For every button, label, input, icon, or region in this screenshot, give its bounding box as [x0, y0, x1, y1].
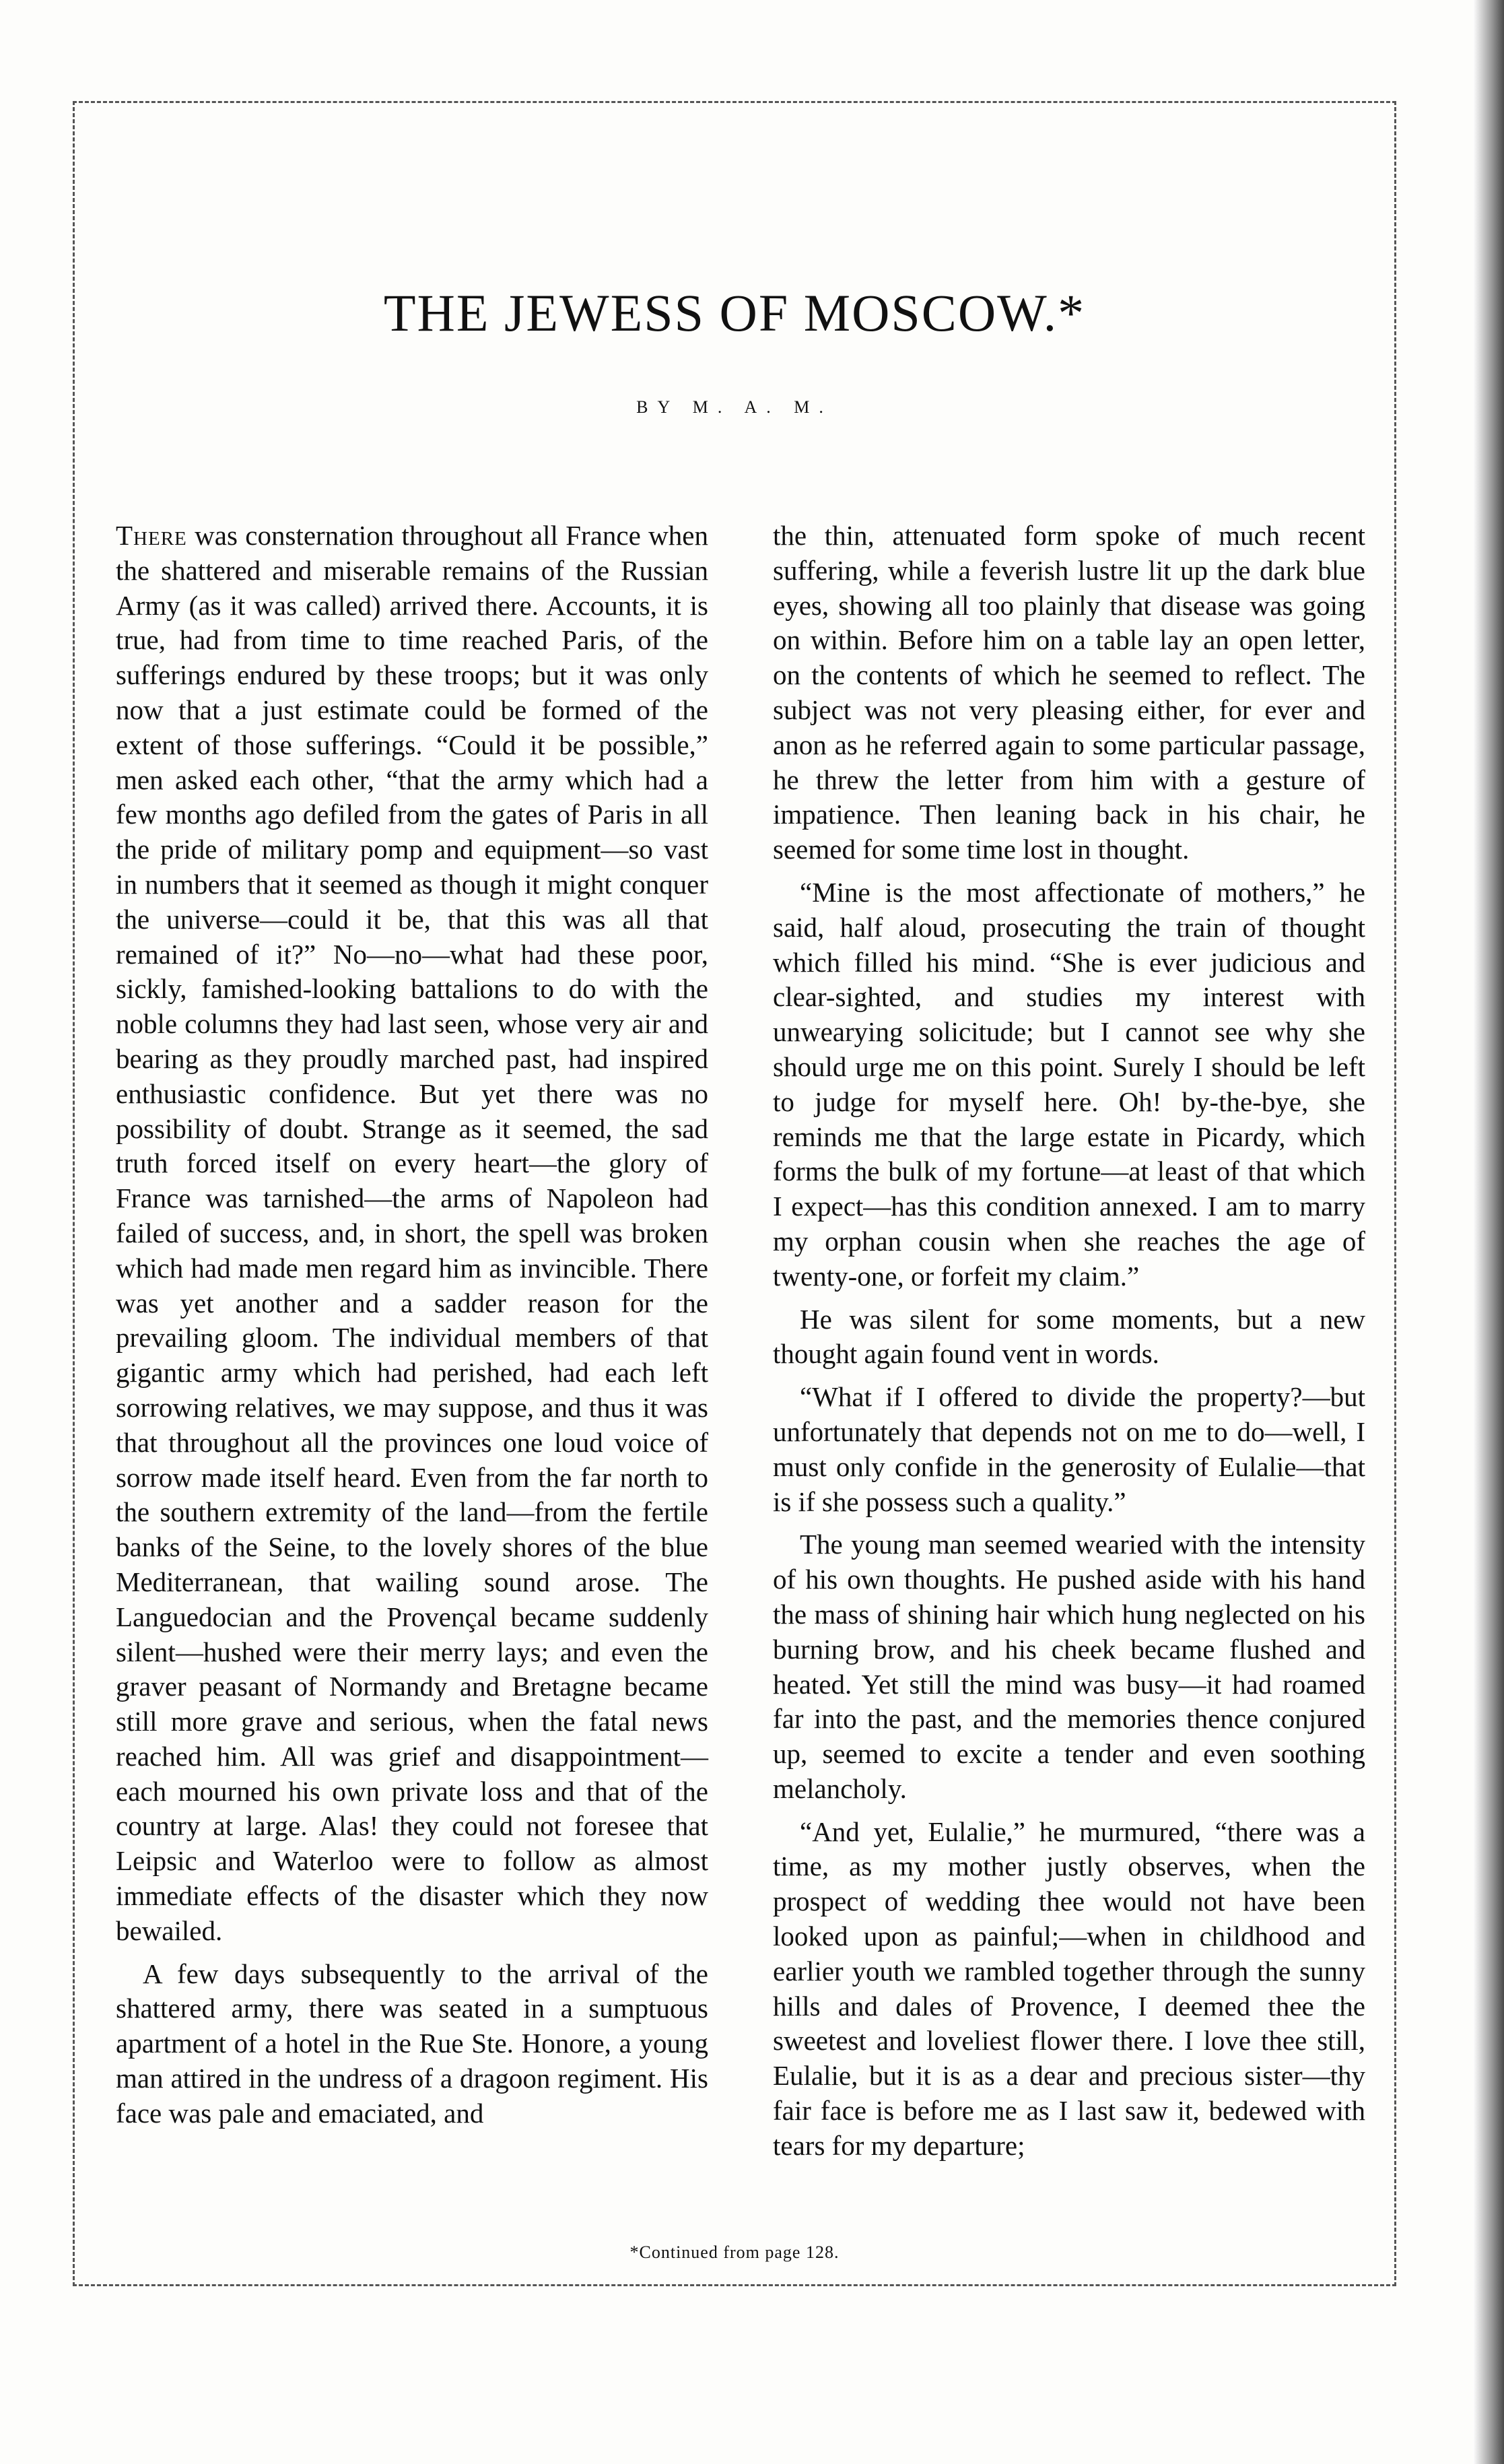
- article-title: THE JEWESS OF MOSCOW.*: [383, 284, 1086, 342]
- right-paragraph-1: the thin, attenuated form spoke of much recent suffering, while a feverish lustre lit up the dark blue eyes, showing all too plainly that disease was going on within. Before him on a table lay an open letter, on the contents of which he seemed to reflect. The subject was not very pleasing either, for ever and anon as he referred again to some particular passage, he threw the letter from him with a gesture of impatience. Then leaning back in his chair, he seemed for some time lost in thought.: [773, 520, 1365, 865]
- right-paragraph-5: The young man seemed wearied with the intensity of his own thoughts. He pushed aside with his hand the mass of shining hair which hung neglected on his burning brow, and his cheek became flushed and heated. Yet still the mind was busy—it had roamed far into the past, and the memories thence conjured up, seemed to excite a tender and even soothing melancholy.: [773, 1529, 1365, 1804]
- article-byline: BY M. A. M.: [636, 397, 833, 417]
- drop-lead-word: There: [116, 520, 187, 551]
- left-paragraph-1: [116, 519, 708, 1949]
- footnote: *Continued from page 128.: [629, 2242, 840, 2262]
- left-paragraph-1-text: was consternation throughout all France when the shattered and miserable remains of the Russian Army (as it was called) arrived there. Accounts, it is true, had from time to time reached Paris, of the sufferings endured by these troops; but it was only now that a just estimate could be formed of the extent of those sufferings. “Could it be possible,” men asked each other, “that the army which had a few months ago defiled from the gates of Paris in all the pride of military pomp and equipment—so vast in numbers that it seemed as though it might conquer the universe—could it be, that this was all that remained of it?” No—no—what had these poor, sickly, famished-looking battalions to do with the noble columns they had last seen, whose very air and bearing as they proudly marched past, had inspired enthusiastic confidence. But yet there was no possibility of doubt. Strange as it seemed, the sad truth forced itself on every heart—the glory of France was tarnished—the arms of Napoleon had failed of success, and, in short, the spell was broken which had made men regard him as invincible. There was yet another and a sadder reason for the prevailing gloom. The individual members of that gigantic army which had perished, had each left sorrowing relatives, we may suppose, and thus it was that throughout all the provinces one loud voice of sorrow made itself heard. Even from the far north to the southern extremity of the land—from the fertile banks of the Seine, to the lovely shores of the blue Mediterranean, that wailing sound arose. The Languedocian and the Provençal became suddenly silent—hushed were their merry lays; and even the graver peasant of Normandy and Bretagne became still more grave and serious, when the fatal news reached him. All was grief and disappointment—each mourned his own private loss and that of the country at large. Alas! they could not foresee that Leipsic and Waterloo were to follow as almost immediate effects of the disaster which they now bewailed.: [116, 520, 708, 1946]
- right-paragraph-2: “Mine is the most affectionate of mothers,” he said, half aloud, prosecuting the train of thought which filled his mind. “She is ever judicious and clear-sighted, and studies my interest with unwearying solicitude; but I cannot see why she should urge me on this point. Surely I should be left to judge for myself here. Oh! by-the-bye, she reminds me that the large estate in Picardy, which forms the bulk of my fortune—at least of that which I expect—has this condition annexed. I am to marry my orphan cousin when she reaches the age of twenty-one, or forfeit my claim.”: [773, 876, 1365, 1292]
- page-edge-shadow: [1473, 0, 1504, 2464]
- right-paragraph-4: “What if I offered to divide the property?—but unfortunately that depends not on me to do—well, I must only confide in the generosity of Eulalie—that is if she possess such a quality.”: [773, 1381, 1365, 1517]
- right-column: [773, 519, 1365, 2164]
- left-paragraph-2: A few days subsequently to the arrival of the shattered army, there was seated in a sumptuous apartment of a hotel in the Rue Ste. Honore, a young man attired in the undress of a dragoon regiment. His face was pale and emaciated, and: [116, 1958, 708, 2129]
- right-paragraph-3: He was silent for some moments, but a new thought again found vent in words.: [773, 1303, 1365, 1370]
- left-column: [116, 519, 708, 2131]
- right-paragraph-6: “And yet, Eulalie,” he murmured, “there was a time, as my mother justly observes, when the prospect of wedding thee would not have been looked upon as painful;—when in childhood and earlier youth we rambled together through the sunny hills and dales of Provence, I deemed thee the sweetest and loveliest flower there. I love thee still, Eulalie, but it is as a dear and precious sister—thy fair face is before me as I last saw it, bedewed with tears for my departure;: [773, 1816, 1365, 2161]
